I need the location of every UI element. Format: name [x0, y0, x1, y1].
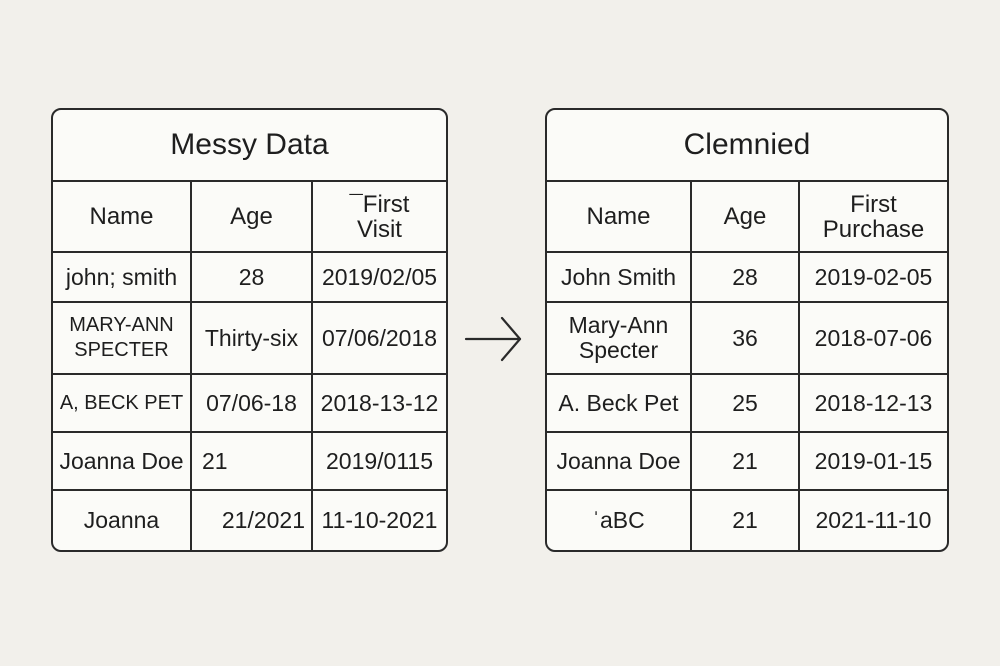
messy-cell-date: 2019/0115 [313, 433, 446, 491]
clean-cell-date: 2018-12-13 [800, 375, 947, 433]
messy-header-first-visit: ¯First Visit [313, 182, 446, 253]
clean-cell-name: ˈaBC [547, 491, 692, 550]
clean-cell-name: Joanna Doe [547, 433, 692, 491]
clean-cell-name: Mary-Ann Specter [547, 303, 692, 375]
clean-cell-date: 2019-02-05 [800, 253, 947, 303]
messy-data-table [51, 108, 448, 552]
clean-cell-name: John Smith [547, 253, 692, 303]
clean-cell-age: 21 [692, 491, 800, 550]
clean-cell-date: 2021-11-10 [815, 507, 932, 533]
messy-cell-name: Joanna [53, 491, 192, 550]
clean-cell-age: 21 [692, 433, 800, 491]
messy-table-grid [53, 182, 446, 550]
clean-table-title: Clemnied [547, 110, 947, 182]
clean-cell-age: 25 [692, 375, 800, 433]
messy-cell-name: john; smith [53, 253, 192, 303]
messy-cell-date: 11-10-2021 [321, 507, 438, 533]
clean-table-grid [547, 182, 947, 550]
messy-cell-date: 2018-13-12 [313, 375, 446, 433]
messy-cell-date: 2019/02/05 [313, 253, 446, 303]
clean-cell-name: A. Beck Pet [547, 375, 692, 433]
messy-cell-date: 07/06/2018 [313, 303, 446, 375]
messy-cell-name: Joanna Doe [53, 433, 192, 491]
messy-cell-age: 28 [192, 253, 313, 303]
clean-cell-age: 36 [692, 303, 800, 375]
messy-cell-name: A, BECK PET [53, 375, 192, 433]
cleaned-data-table [545, 108, 949, 552]
messy-cell-age: 07/06-18 [192, 375, 313, 433]
arrow-right-icon [462, 312, 528, 366]
messy-table-title: Messy Data [53, 110, 446, 182]
clean-header-first-purchase: First Purchase [800, 182, 947, 253]
messy-cell-name: MARY-ANN SPECTER [53, 303, 192, 375]
clean-header-age: Age [692, 182, 800, 253]
clean-cell-age: 28 [692, 253, 800, 303]
clean-cell-date: 2018-07-06 [800, 303, 947, 375]
messy-header-name: Name [53, 182, 192, 253]
messy-cell-age: 21 [192, 433, 313, 491]
messy-cell-age: Thirty-six [192, 303, 313, 375]
messy-header-age: Age [192, 182, 313, 253]
messy-cell-age: 21/2021 [192, 491, 313, 550]
clean-cell-date: 2019-01-15 [800, 433, 947, 491]
clean-header-name: Name [547, 182, 692, 253]
